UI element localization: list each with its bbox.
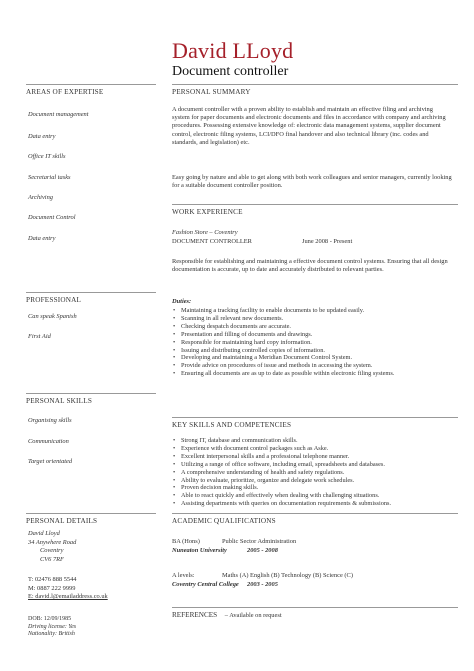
list-item: • Maintaining a tracking facility to enable documents to be updated easily. [172,307,457,315]
address-block [28,530,76,564]
skill-item: Communication [28,438,69,445]
experience-heading: WORK EXPERIENCE [172,208,243,216]
list-item: • Excellent interpersonal skills and a professional telephone manner. [172,453,457,461]
driving-license: Driving license: Yes [28,623,77,630]
degree-subject: Maths (A) English (B) Technology (B) Science (C) [222,572,353,579]
job-dates: June 2008 - Present [302,238,353,245]
references-row [172,611,282,619]
degree-subject: Public Sector Administration [222,538,297,545]
area-item: Data entry [28,235,56,242]
list-item: • Ability to evaluate, prioritize, organize and delegate work schedules. [172,477,457,485]
competencies-heading: KEY SKILLS AND COMPETENCIES [172,421,292,429]
summary-paragraph: Easy going by nature and able to get along with both work colleagues and senior managers, currently looking for a suitable document controller position. [172,174,452,190]
list-item: • Experience with document control packages such as Aske. [172,445,457,453]
mobile: M: 0887 222 9999 [28,584,76,592]
professional-item: Can speak Spanish [28,313,77,320]
list-item: • A comprehensive understanding of health and safety regulations. [172,469,457,477]
divider [26,84,156,85]
area-item: Data entry [28,133,56,140]
email-link[interactable]: E: david.l@emailaddress.co.uk [28,593,108,601]
list-item: • Responsible for maintaining hard copy information. [172,339,457,347]
divider [172,417,458,418]
job-row [172,238,353,245]
divider [26,393,156,394]
qualifications-heading: ACADEMIC QUALIFICATIONS [172,517,276,525]
area-item: Office IT skills [28,153,66,160]
duties-label: Duties: [172,298,192,305]
dob: DOB: 12/09/1985 [28,616,72,622]
list-item: • Able to react quickly and effectively when dealing with challenging situations. [172,492,457,500]
area-item: Secretarial tasks [28,174,71,181]
area-item: Document management [28,111,89,118]
degree: A levels: [172,572,195,579]
qualification-row [172,572,353,579]
competencies-list [172,437,457,508]
professional-heading: PROFESSIONAL [26,296,82,304]
qualification-school-row [172,547,278,554]
position-title: DOCUMENT CONTROLLER [172,238,252,245]
references-label: REFERENCES [172,611,218,619]
employer: Fashion Store – Coventry [172,229,238,236]
qualification-row [172,538,297,545]
degree: BA (Hons) [172,538,200,545]
summary-paragraph: A document controller with a proven ability to establish and maintain an effective filing and archiving system for paper documents and electronic documents and files in accordance with company and archiving procedures. Possessing extensive knowledge of: electronic data management systems, supplier document control, electronic filing systems, LCI/DFO final handover and also technical library (inc. codes and standards, and legislation) etc. [172,106,446,146]
details-heading: PERSONAL DETAILS [26,517,98,525]
address-line: CV6 7RF [40,555,64,563]
divider [172,513,458,514]
divider [172,607,458,608]
contact-block [28,576,108,602]
nationality: Nationality: British [28,631,75,638]
skill-item: Organising skills [28,417,72,424]
skills-heading: PERSONAL SKILLS [26,397,93,405]
divider [26,513,156,514]
professional-item: First Aid [28,333,51,340]
skill-item: Target orientated [28,458,73,465]
area-item: Archiving [28,194,53,201]
divider [172,204,458,205]
divider [172,84,458,85]
list-item: • Issuing and distributing controlled copies of information. [172,347,457,355]
candidate-name: David LLoyd [172,38,294,63]
years: 2003 - 2005 [247,581,278,588]
address-line: David Lloyd [28,530,60,537]
qualification-school-row [172,581,278,588]
school: Nuneaton University [172,547,227,554]
list-item: • Ensuring all documents are as up to date as possible within electronic filing systems. [172,370,457,378]
personal-block [28,616,76,639]
list-item: • Proven decision making skills. [172,484,457,492]
list-item: • Developing and maintaining a Meridian Document Control System. [172,354,457,362]
duties-list [172,307,457,378]
summary-heading: PERSONAL SUMMARY [172,88,251,96]
areas-heading: AREAS OF EXPERTISE [26,88,104,96]
job-title: Document controller [172,64,289,79]
list-item: • Assisting departments with queries on documentation requirements & submissions. [172,500,457,508]
references-value: – Available on request [224,612,282,619]
address-line: Coventry [40,547,64,555]
area-item: Document Control [28,214,76,221]
list-item: • Utilizing a range of office software, including email, spreadsheets and databases. [172,461,457,469]
years: 2005 - 2008 [247,547,278,554]
list-item: • Checking despatch documents are accurate. [172,323,457,331]
school: Coventry Central College [172,581,239,588]
list-item: • Scanning in all relevant new documents. [172,315,457,323]
phone: T: 02476 888 5544 [28,576,77,583]
list-item: • Provide advice on procedures of issue and methods in accessing the system. [172,362,457,370]
divider [26,292,156,293]
address-line: 34 Anywhere Road [28,538,77,546]
job-description: Responsible for establishing and maintaining a effective document control systems. Ensuring that all design documentation is accurate, up to date and accurately distributed to relevant parties. [172,258,448,274]
list-item: • Presentation and filling of documents and drawings. [172,331,457,339]
list-item: • Strong IT, database and communication skills. [172,437,457,445]
